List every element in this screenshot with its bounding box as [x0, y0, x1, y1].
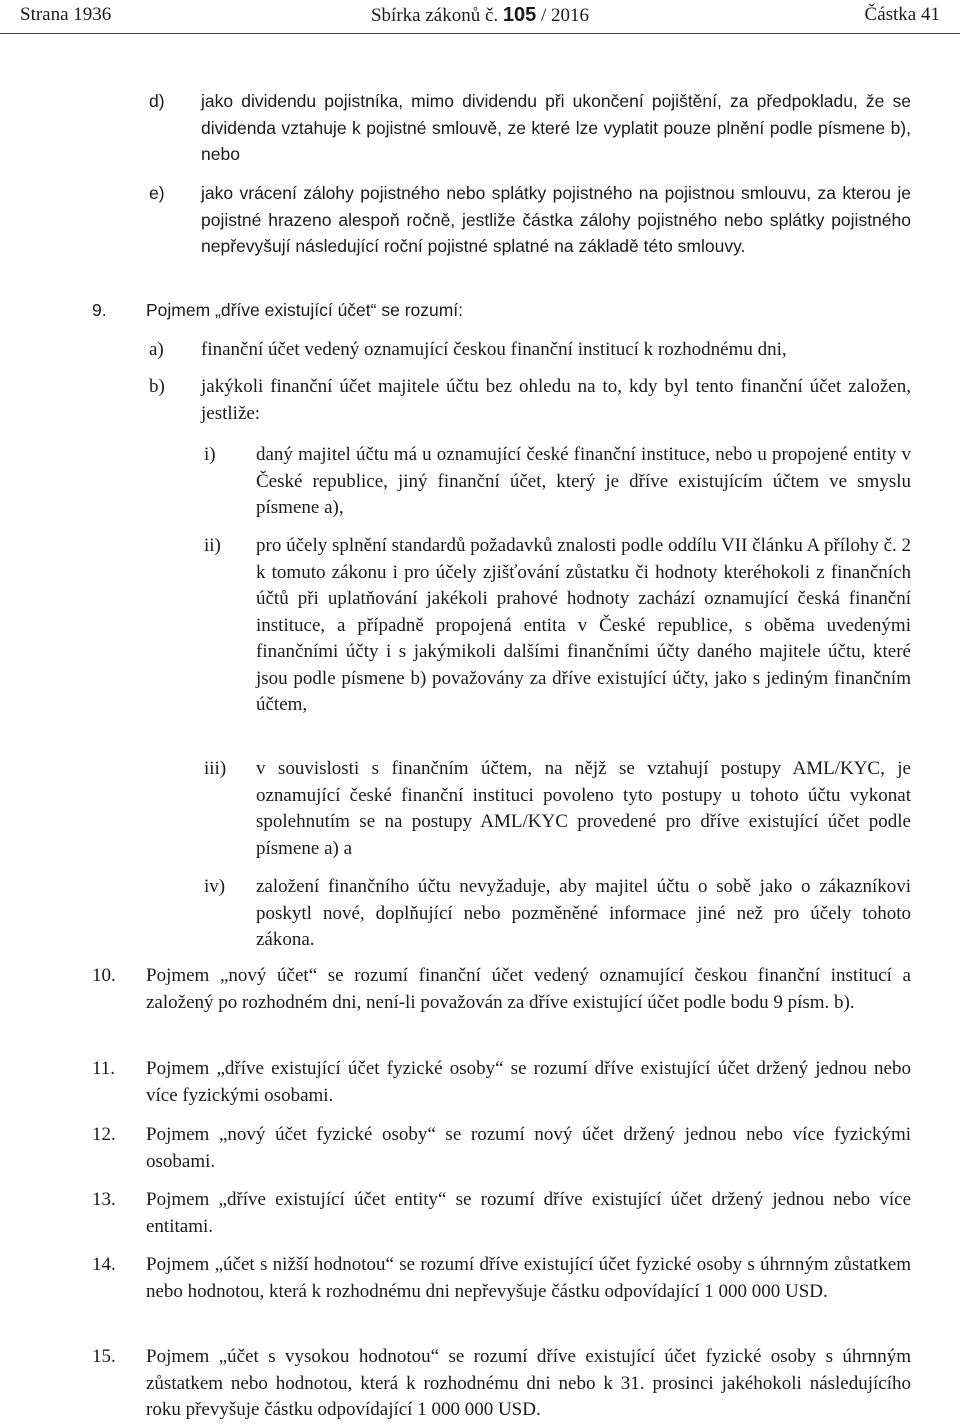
item-text: Pojmem „dříve existující účet fyzické osoby“ se rozumí dříve existující účet držený jednou nebo více fyzickými osobami. [146, 1058, 911, 1106]
law-number: 105 [502, 4, 537, 26]
item-label: 12. [92, 1124, 116, 1145]
page-number: Strana 1936 [20, 4, 112, 25]
item-label: 9. [92, 300, 107, 320]
item-label: a) [149, 339, 164, 360]
page-header [0, 0, 960, 34]
item-text: Pojmem „dříve existující účet entity“ se rozumí dříve existující účet držený jednou nebo více entitami. [146, 1189, 911, 1237]
item-text: daný majitel účtu má u oznamující české finanční instituce, nebo u propojené entity v České republice, jiný finanční účet, který je dříve existujícím účtem ve smyslu písmene a), [256, 444, 911, 518]
item-label: d) [149, 91, 165, 111]
item-text: Pojmem „nový účet fyzické osoby“ se rozumí nový účet držený jednou nebo více fyzickými osobami. [146, 1124, 911, 1172]
item-label: i) [204, 444, 216, 465]
item-label: 13. [92, 1189, 116, 1210]
item-label: 14. [92, 1254, 116, 1275]
item-label: b) [149, 376, 165, 397]
item-label: iii) [204, 758, 227, 779]
header-divider [0, 33, 960, 34]
item-text: Pojmem „nový účet“ se rozumí finanční účet vedený oznamující českou finanční institucí a založený po rozhodném dni, není-li považován za dříve existující účet podle bodu 9 písm. b). [146, 965, 911, 1013]
item-label: e) [149, 183, 165, 203]
item-text: Pojmem „dříve existující účet“ se rozumí: [146, 300, 464, 320]
item-label: ii) [204, 535, 221, 556]
item-text: jako vrácení zálohy pojistného nebo splátky pojistného na pojistnou smlouvu, za kterou je pojistné hrazeno alespoň ročně, jestliže částka zálohy pojistného nebo splátky pojistného nepřevyšují následující roční pojistné splatné na základě této smlouvy. [201, 183, 911, 256]
item-text: Pojmem „účet s nižší hodnotou“ se rozumí dříve existující účet fyzické osoby s úhrnným zůstatkem nebo hodnotou, která k rozhodnému dni nepřevyšuje částku odpovídající 1 000 000 USD. [146, 1254, 911, 1302]
collection-name: Sbírka zákonů č. [370, 5, 499, 26]
item-label: 11. [92, 1058, 116, 1079]
item-text: založení finančního účtu nevyžaduje, aby majitel účtu o sobě jako o zákazníkovi poskytl nové, doplňující nebo pozměněné informace jiné než pro účely tohoto zákona. [256, 876, 911, 950]
item-text: pro účely splnění standardů požadavků znalosti podle oddílu VII článku A přílohy č. 2 k tomuto zákonu i pro účely zjišťování zůstatku či hodnoty kteréhokoli z finančních účtů při uplatňování jakékoli prahové hodnoty zachází oznamující česká finanční instituce, a případně propojená entita v České republice, s oběma uvedenými finančními účty i s jakýmikoli dalšími finančními účty daného majitele účtu, které jsou podle písmene b) považovány za dříve existující účty, jako s jediným finančním účtem, [256, 535, 912, 715]
law-year: / 2016 [541, 5, 590, 26]
item-label: iv) [204, 876, 226, 897]
item-text: jako dividendu pojistníka, mimo dividendu při ukončení pojištění, za předpokladu, že se dividenda vztahuje k pojistné smlouvě, ze které lze vyplatit pouze plnění podle písmene b), nebo [201, 91, 911, 164]
item-text: v souvislosti s finančním účtem, na nějž se vztahují postupy AML/KYC, je oznamující české finanční instituci povoleno tyto postupy u tohoto účtu vykonat spolehnutím se na postupy AML/KYC provedené pro dříve existující účet podle písmene a) a [256, 758, 911, 859]
item-text: finanční účet vedený oznamující českou finanční institucí k rozhodnému dni, [201, 339, 787, 360]
item-text: Pojmem „účet s vysokou hodnotou“ se rozumí dříve existující účet fyzické osoby s úhrnným zůstatkem nebo hodnotou, která k rozhodnému dni nebo k 31. prosinci jakéhokoli následujícího roku převyšuje částku odpovídající 1 000 000 USD. [146, 1346, 911, 1420]
item-label: 15. [92, 1346, 116, 1367]
item-label: 10. [92, 965, 116, 986]
item-text: jakýkoli finanční účet majitele účtu bez ohledu na to, kdy byl tento finanční účet založen, jestliže: [201, 376, 911, 424]
part-number: Částka 41 [864, 4, 940, 25]
collection-title [0, 4, 960, 27]
